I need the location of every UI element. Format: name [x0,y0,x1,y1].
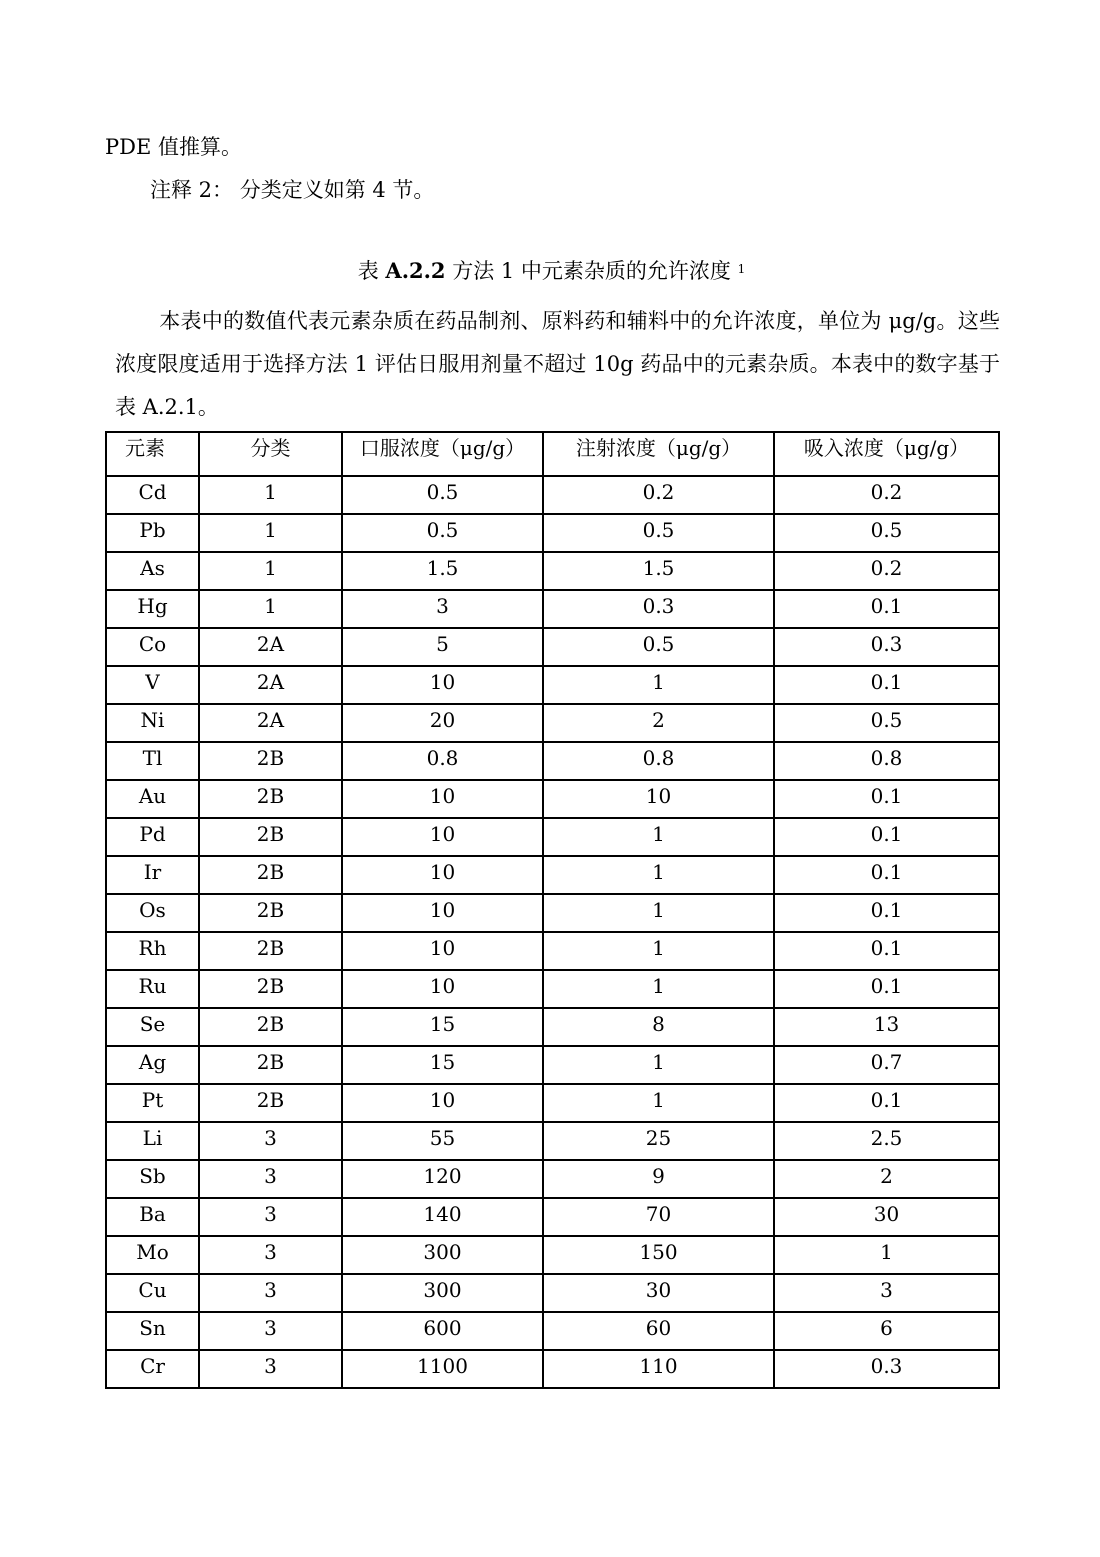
class-cell: 3 [199,1274,342,1312]
inhalation-cell: 6 [774,1312,999,1350]
element-cell: Hg [106,590,199,628]
header-class: 分类 [199,432,342,476]
element-cell: Tl [106,742,199,780]
oral-cell: 10 [342,1084,543,1122]
table-row [106,590,999,628]
element-cell: Cr [106,1350,199,1388]
element-cell: Co [106,628,199,666]
class-cell: 1 [199,590,342,628]
table-row [106,780,999,818]
element-cell: Ir [106,856,199,894]
oral-cell: 10 [342,818,543,856]
class-cell: 2B [199,970,342,1008]
parenteral-cell: 0.2 [543,476,774,514]
table-row [106,1350,999,1388]
caption-footnote-mark: 1 [737,262,746,276]
class-cell: 1 [199,514,342,552]
class-cell: 1 [199,476,342,514]
oral-cell: 10 [342,780,543,818]
impurity-table [105,431,1000,1389]
element-cell: Sb [106,1160,199,1198]
parenteral-cell: 0.8 [543,742,774,780]
oral-cell: 1.5 [342,552,543,590]
table-row [106,742,999,780]
table-row [106,552,999,590]
oral-cell: 120 [342,1160,543,1198]
parenteral-cell: 1 [543,666,774,704]
element-cell: Pd [106,818,199,856]
class-cell: 3 [199,1236,342,1274]
inhalation-cell: 1 [774,1236,999,1274]
element-cell: As [106,552,199,590]
inhalation-cell: 2 [774,1160,999,1198]
table-row [106,514,999,552]
class-cell: 2A [199,628,342,666]
inhalation-cell: 0.5 [774,514,999,552]
table-row [106,1160,999,1198]
element-cell: Li [106,1122,199,1160]
parenteral-cell: 2 [543,704,774,742]
class-cell: 3 [199,1198,342,1236]
table-row [106,704,999,742]
element-cell: Ba [106,1198,199,1236]
inhalation-cell: 3 [774,1274,999,1312]
table-row [106,1008,999,1046]
parenteral-cell: 1.5 [543,552,774,590]
class-cell: 2B [199,894,342,932]
oral-cell: 5 [342,628,543,666]
oral-cell: 140 [342,1198,543,1236]
class-cell: 3 [199,1122,342,1160]
class-cell: 3 [199,1350,342,1388]
table-row [106,970,999,1008]
parenteral-cell: 0.5 [543,628,774,666]
parenteral-cell: 10 [543,780,774,818]
parenteral-cell: 1 [543,970,774,1008]
description-paragraph [115,300,1000,429]
class-cell: 2A [199,704,342,742]
table-row [106,1084,999,1122]
inhalation-cell: 2.5 [774,1122,999,1160]
class-cell: 2B [199,1084,342,1122]
element-cell: Au [106,780,199,818]
table-row [106,666,999,704]
parenteral-cell: 8 [543,1008,774,1046]
oral-cell: 10 [342,970,543,1008]
parenteral-cell: 1 [543,856,774,894]
class-cell: 2B [199,932,342,970]
table-row [106,1046,999,1084]
note-2: 注释 2： 分类定义如第 4 节。 [150,178,435,202]
element-cell: V [106,666,199,704]
class-cell: 2B [199,742,342,780]
header-parenteral: 注射浓度（μg/g） [543,432,774,476]
oral-cell: 55 [342,1122,543,1160]
inhalation-cell: 0.1 [774,590,999,628]
parenteral-cell: 25 [543,1122,774,1160]
inhalation-cell: 0.8 [774,742,999,780]
element-cell: Cu [106,1274,199,1312]
element-cell: Ru [106,970,199,1008]
table-caption [105,255,998,287]
class-cell: 2B [199,780,342,818]
element-cell: Sn [106,1312,199,1350]
oral-cell: 3 [342,590,543,628]
table-row [106,628,999,666]
element-cell: Pb [106,514,199,552]
table-header-row [106,432,999,476]
oral-cell: 600 [342,1312,543,1350]
class-cell: 2B [199,1046,342,1084]
table-row [106,1122,999,1160]
oral-cell: 0.5 [342,514,543,552]
parenteral-cell: 110 [543,1350,774,1388]
parenteral-cell: 1 [543,1046,774,1084]
inhalation-cell: 0.1 [774,856,999,894]
table-row [106,476,999,514]
inhalation-cell: 0.2 [774,552,999,590]
inhalation-cell: 0.1 [774,818,999,856]
parenteral-cell: 1 [543,1084,774,1122]
caption-text: 方法 1 中元素杂质的允许浓度 [445,259,731,283]
element-cell: Rh [106,932,199,970]
inhalation-cell: 0.3 [774,1350,999,1388]
inhalation-cell: 0.1 [774,894,999,932]
oral-cell: 20 [342,704,543,742]
element-cell: Ag [106,1046,199,1084]
class-cell: 1 [199,552,342,590]
header-element: 元素 [106,432,199,476]
inhalation-cell: 0.1 [774,932,999,970]
class-cell: 2B [199,856,342,894]
oral-cell: 300 [342,1274,543,1312]
element-cell: Mo [106,1236,199,1274]
inhalation-cell: 13 [774,1008,999,1046]
description-text: 本表中的数值代表元素杂质在药品制剂、原料药和辅料中的允许浓度，单位为 μg/g。这些浓度限度适用于选择方法 1 评估日服用剂量不超过 10g 药品中的元素杂质。本表中的数字基于表 A.2.1。 [115,309,1000,419]
class-cell: 2A [199,666,342,704]
element-cell: Pt [106,1084,199,1122]
parenteral-cell: 1 [543,818,774,856]
header-oral: 口服浓度（μg/g） [342,432,543,476]
parenteral-cell: 1 [543,932,774,970]
intro-line: PDE 值推算。 [105,135,242,159]
table-row [106,1312,999,1350]
oral-cell: 10 [342,932,543,970]
parenteral-cell: 150 [543,1236,774,1274]
element-cell: Os [106,894,199,932]
header-inhalation: 吸入浓度（μg/g） [774,432,999,476]
inhalation-cell: 0.1 [774,666,999,704]
inhalation-cell: 0.1 [774,1084,999,1122]
table-row [106,818,999,856]
oral-cell: 10 [342,856,543,894]
oral-cell: 15 [342,1008,543,1046]
inhalation-cell: 0.7 [774,1046,999,1084]
class-cell: 3 [199,1312,342,1350]
table-row [106,932,999,970]
oral-cell: 0.5 [342,476,543,514]
element-cell: Se [106,1008,199,1046]
table-body [106,476,999,1388]
table-row [106,856,999,894]
oral-cell: 15 [342,1046,543,1084]
parenteral-cell: 1 [543,894,774,932]
inhalation-cell: 0.3 [774,628,999,666]
caption-number: A.2.2 [385,258,446,283]
table-row [106,1198,999,1236]
parenteral-cell: 70 [543,1198,774,1236]
oral-cell: 300 [342,1236,543,1274]
table-row [106,894,999,932]
inhalation-cell: 0.1 [774,970,999,1008]
class-cell: 2B [199,818,342,856]
class-cell: 2B [199,1008,342,1046]
caption-prefix: 表 [357,259,386,283]
parenteral-cell: 30 [543,1274,774,1312]
table-row [106,1236,999,1274]
class-cell: 3 [199,1160,342,1198]
oral-cell: 10 [342,894,543,932]
oral-cell: 1100 [342,1350,543,1388]
inhalation-cell: 30 [774,1198,999,1236]
inhalation-cell: 0.1 [774,780,999,818]
parenteral-cell: 0.3 [543,590,774,628]
inhalation-cell: 0.5 [774,704,999,742]
table-row [106,1274,999,1312]
oral-cell: 0.8 [342,742,543,780]
parenteral-cell: 0.5 [543,514,774,552]
parenteral-cell: 60 [543,1312,774,1350]
element-cell: Cd [106,476,199,514]
oral-cell: 10 [342,666,543,704]
inhalation-cell: 0.2 [774,476,999,514]
parenteral-cell: 9 [543,1160,774,1198]
element-cell: Ni [106,704,199,742]
